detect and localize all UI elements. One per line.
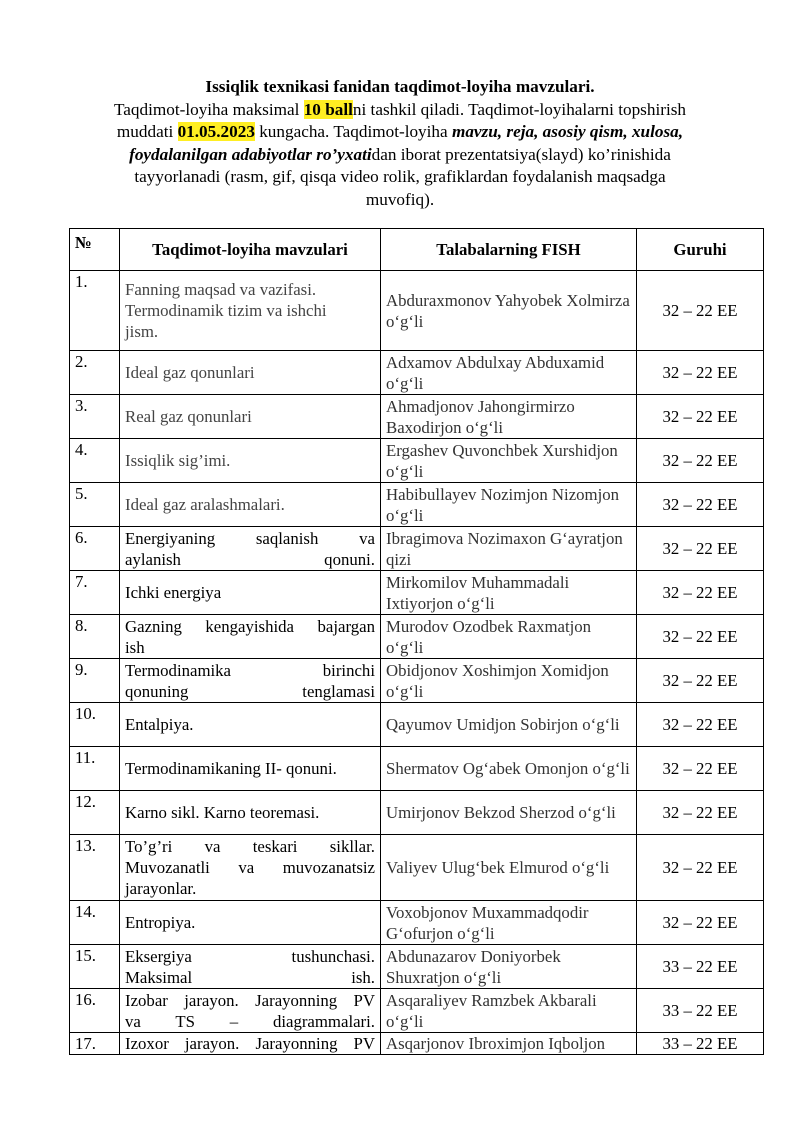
intro-text-4: dan iborat prezentatsiya(slayd) ko’rinishida tayyorlanadi (rasm, gif, qisqa video rolik, grafiklardan foydalanish maqsadga muvofiq).: [134, 144, 671, 209]
topic-line: Karno sikl. Karno teoremasi.: [125, 803, 320, 822]
topic-line: Ideal gaz qonunlari: [125, 363, 255, 382]
student-name: Mirkomilov Muhammadali Ixtiyorjon o‘g‘li: [381, 571, 637, 615]
student-name: Ergashev Quvonchbek Xurshidjon o‘g‘li: [381, 439, 637, 483]
row-number: 9.: [70, 659, 120, 703]
table-row: [70, 945, 764, 989]
intro-paragraph: [100, 99, 700, 212]
row-number: 13.: [70, 835, 120, 901]
topic-line: Gazning kengayishida bajargan: [125, 616, 375, 636]
topic-line: Fanning maqsad va vazifasi.: [125, 280, 317, 299]
row-number: 12.: [70, 791, 120, 835]
group-cell: 32 – 22 EE: [637, 703, 764, 747]
group-cell: 32 – 22 EE: [637, 571, 764, 615]
topic-cell: [120, 659, 381, 703]
table-row: [70, 659, 764, 703]
topic-line: Termodinamika birinchi: [125, 660, 375, 680]
student-name: Habibullayev Nozimjon Nizomjon o‘g‘li: [381, 483, 637, 527]
group-cell: 32 – 22 EE: [637, 835, 764, 901]
group-cell: 33 – 22 EE: [637, 1033, 764, 1055]
table-header-row: [70, 229, 764, 271]
group-cell: 32 – 22 EE: [637, 395, 764, 439]
topic-cell: [120, 989, 381, 1033]
group-cell: 32 – 22 EE: [637, 659, 764, 703]
group-cell: 32 – 22 EE: [637, 351, 764, 395]
table-row: [70, 901, 764, 945]
topic-line: Entalpiya.: [125, 715, 194, 734]
student-name: Umirjonov Bekzod Sherzod o‘g‘li: [381, 791, 637, 835]
row-number: 7.: [70, 571, 120, 615]
group-cell: 32 – 22 EE: [637, 271, 764, 351]
topic-cell: [120, 395, 381, 439]
student-name: Obidjonov Xoshimjon Xomidjon o‘g‘li: [381, 659, 637, 703]
table-row: [70, 989, 764, 1033]
group-cell: 32 – 22 EE: [637, 791, 764, 835]
student-name: Asqaraliyev Ramzbek Akbarali o‘g‘li: [381, 989, 637, 1033]
required-parts: mavzu, reja, asosiy qism, xulosa, foydalanilgan adabiyotlar ro’yxati: [129, 122, 684, 164]
table-row: [70, 271, 764, 351]
topic-line: To’g’ri va teskari sikllar.: [125, 837, 375, 856]
table-row: [70, 483, 764, 527]
topic-line: Issiqlik sig’imi.: [125, 451, 231, 470]
header-student: Talabalarning FISH: [381, 229, 637, 271]
row-number: 5.: [70, 483, 120, 527]
topic-cell: [120, 835, 381, 901]
group-cell: 32 – 22 EE: [637, 615, 764, 659]
row-number: 16.: [70, 989, 120, 1033]
topic-line: Izobar jarayon. Jarayonning PV: [125, 990, 375, 1010]
topic-line: Termodinamik tizim va ishchi: [125, 301, 327, 320]
topic-line: Muvozanatli va muvozanatsiz: [125, 858, 375, 877]
topic-line: Energiyaning saqlanish va: [125, 528, 375, 548]
student-name: Shermatov Og‘abek Omonjon o‘g‘li: [381, 747, 637, 791]
student-name: Murodov Ozodbek Raxmatjon o‘g‘li: [381, 615, 637, 659]
topic-cell: [120, 439, 381, 483]
topic-line: Real gaz qonunlari: [125, 407, 252, 426]
intro-text-2: ni tashkil qiladi. Taqdimot-loyihalarni topshirish muddati: [116, 99, 687, 141]
document-title: Issiqlik texnikasi fanidan taqdimot-loyiha mavzulari.: [205, 77, 595, 96]
group-cell: 32 – 22 EE: [637, 527, 764, 571]
header-number: №: [70, 229, 120, 271]
row-number: 11.: [70, 747, 120, 791]
topic-line: Izoxor jarayon. Jarayonning PV: [125, 1034, 375, 1053]
table-row: [70, 571, 764, 615]
intro-block: [100, 76, 700, 211]
topic-cell: [120, 791, 381, 835]
table-row: [70, 791, 764, 835]
topic-line: ish: [125, 637, 145, 657]
row-number: 1.: [70, 271, 120, 351]
student-name: Asqarjonov Ibroximjon Iqboljon: [381, 1033, 637, 1055]
topic-line: jarayonlar.: [125, 879, 197, 898]
student-name: Ahmadjonov Jahongirmirzo Baxodirjon o‘g‘li: [381, 395, 637, 439]
row-number: 8.: [70, 615, 120, 659]
intro-text-1: Taqdimot-loyiha maksimal: [113, 99, 304, 119]
max-score-highlight: 10 ball: [303, 99, 353, 119]
topic-line: Eksergiya tushunchasi.: [125, 946, 375, 966]
table-row: [70, 395, 764, 439]
topic-line: Ichki energiya: [125, 583, 222, 602]
table-row: [70, 527, 764, 571]
deadline-highlight: 01.05.2023: [177, 122, 255, 141]
row-number: 4.: [70, 439, 120, 483]
row-number: 14.: [70, 901, 120, 945]
topic-line: Entropiya.: [125, 913, 196, 932]
table-row: [70, 703, 764, 747]
table-body: [70, 271, 764, 1055]
row-number: 17.: [70, 1033, 120, 1055]
topic-line: Termodinamikaning II- qonuni.: [125, 759, 337, 778]
topic-cell: [120, 527, 381, 571]
table-row: [70, 747, 764, 791]
student-name: Adxamov Abdulxay Abduxamid o‘g‘li: [381, 351, 637, 395]
row-number: 3.: [70, 395, 120, 439]
table-row: [70, 835, 764, 901]
topic-line: jism.: [125, 322, 159, 341]
header-group: Guruhi: [637, 229, 764, 271]
table-row: [70, 615, 764, 659]
topic-line: aylanish qonuni.: [125, 549, 375, 569]
topic-line: va TS – diagrammalari.: [125, 1011, 375, 1031]
topic-cell: [120, 483, 381, 527]
student-name: Abdunazarov Doniyorbek Shuxratjon o‘g‘li: [381, 945, 637, 989]
topic-cell: [120, 703, 381, 747]
student-name: Abduraxmonov Yahyobek Xolmirza o‘g‘li: [381, 271, 637, 351]
topic-cell: [120, 945, 381, 989]
student-name: Valiyev Ulug‘bek Elmurod o‘g‘li: [381, 835, 637, 901]
group-cell: 32 – 22 EE: [637, 483, 764, 527]
row-number: 15.: [70, 945, 120, 989]
student-name: Voxobjonov Muxammadqodir G‘ofurjon o‘g‘li: [381, 901, 637, 945]
header-topic: Taqdimot-loyiha mavzulari: [120, 229, 381, 271]
row-number: 2.: [70, 351, 120, 395]
student-name: Ibragimova Nozimaxon G‘ayratjon qizi: [381, 527, 637, 571]
topic-line: Maksimal ish.: [125, 967, 375, 987]
group-cell: 33 – 22 EE: [637, 945, 764, 989]
topic-cell: [120, 1033, 381, 1055]
topic-line: Ideal gaz aralashmalari.: [125, 495, 285, 514]
topic-cell: [120, 747, 381, 791]
group-cell: 32 – 22 EE: [637, 901, 764, 945]
group-cell: 32 – 22 EE: [637, 747, 764, 791]
student-name: Qayumov Umidjon Sobirjon o‘g‘li: [381, 703, 637, 747]
topic-cell: [120, 571, 381, 615]
topic-cell: [120, 271, 381, 351]
group-cell: 32 – 22 EE: [637, 439, 764, 483]
topic-cell: [120, 615, 381, 659]
topics-table: [69, 228, 764, 1055]
group-cell: 33 – 22 EE: [637, 989, 764, 1033]
topic-cell: [120, 351, 381, 395]
table-row: [70, 351, 764, 395]
topic-line: qonuning tenglamasi: [125, 681, 375, 701]
table-row: [70, 439, 764, 483]
row-number: 10.: [70, 703, 120, 747]
intro-text-3: kungacha. Taqdimot-loyiha: [254, 122, 452, 141]
table-row: [70, 1033, 764, 1055]
row-number: 6.: [70, 527, 120, 571]
topic-cell: [120, 901, 381, 945]
